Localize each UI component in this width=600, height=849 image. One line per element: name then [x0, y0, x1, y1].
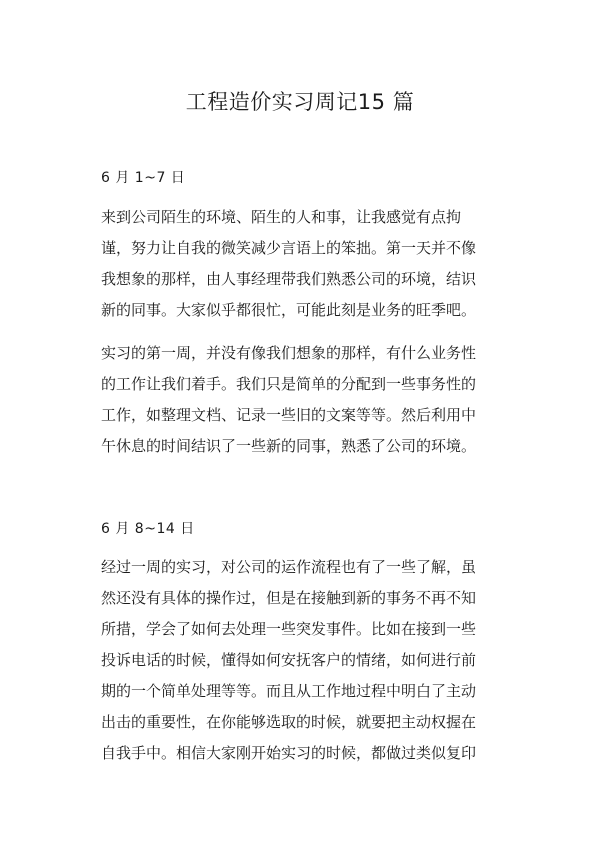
page-title: 工程造价实习周记15 篇: [185, 90, 415, 114]
paragraph: [101, 338, 503, 462]
text-line: 实习的第一周，并没有像我们想象的那样，有什么业务性: [101, 344, 477, 362]
text-line: 自我手中。相信大家刚开始实习的时候，都做过类似复印: [101, 744, 477, 762]
text-line: 我想象的那样，由人事经理带我们熟悉公司的环境，结识: [101, 270, 477, 288]
text-line: 投诉电话的时候，懂得如何安抚客户的情绪，如何进行前: [101, 651, 477, 669]
section-date: 6 月 1~7 日: [101, 170, 186, 186]
text-line: 谨，努力让自我的微笑减少言语上的笨拙。第一天并不像: [101, 239, 477, 257]
section-date: 6 月 8~14 日: [101, 521, 195, 537]
text-line: 来到公司陌生的环境、陌生的人和事，让我感觉有点拘: [101, 208, 462, 226]
text-line: 的工作让我们着手。我们只是简单的分配到一些事务性的: [101, 375, 477, 393]
text-line: 午休息的时间结识了一些新的同事，熟悉了公司的环境。: [101, 437, 477, 455]
text-line: 期的一个简单处理等等。而且从工作地过程中明白了主动: [101, 682, 477, 700]
text-line: 工作，如整理文档、记录一些旧的文案等等。然后利用中: [101, 406, 477, 424]
paragraph: [101, 202, 503, 326]
text-line: 所措，学会了如何去处理一些突发事件。比如在接到一些: [101, 620, 477, 638]
text-line: 新的同事。大家似乎都很忙，可能此刻是业务的旺季吧。: [101, 301, 477, 319]
paragraph: [101, 552, 503, 769]
text-line: 经过一周的实习，对公司的运作流程也有了一些了解，虽: [101, 558, 477, 576]
text-line: 出击的重要性，在你能够选取的时候，就要把主动权握在: [101, 713, 477, 731]
text-line: 然还没有具体的操作过，但是在接触到新的事务不再不知: [101, 589, 477, 607]
